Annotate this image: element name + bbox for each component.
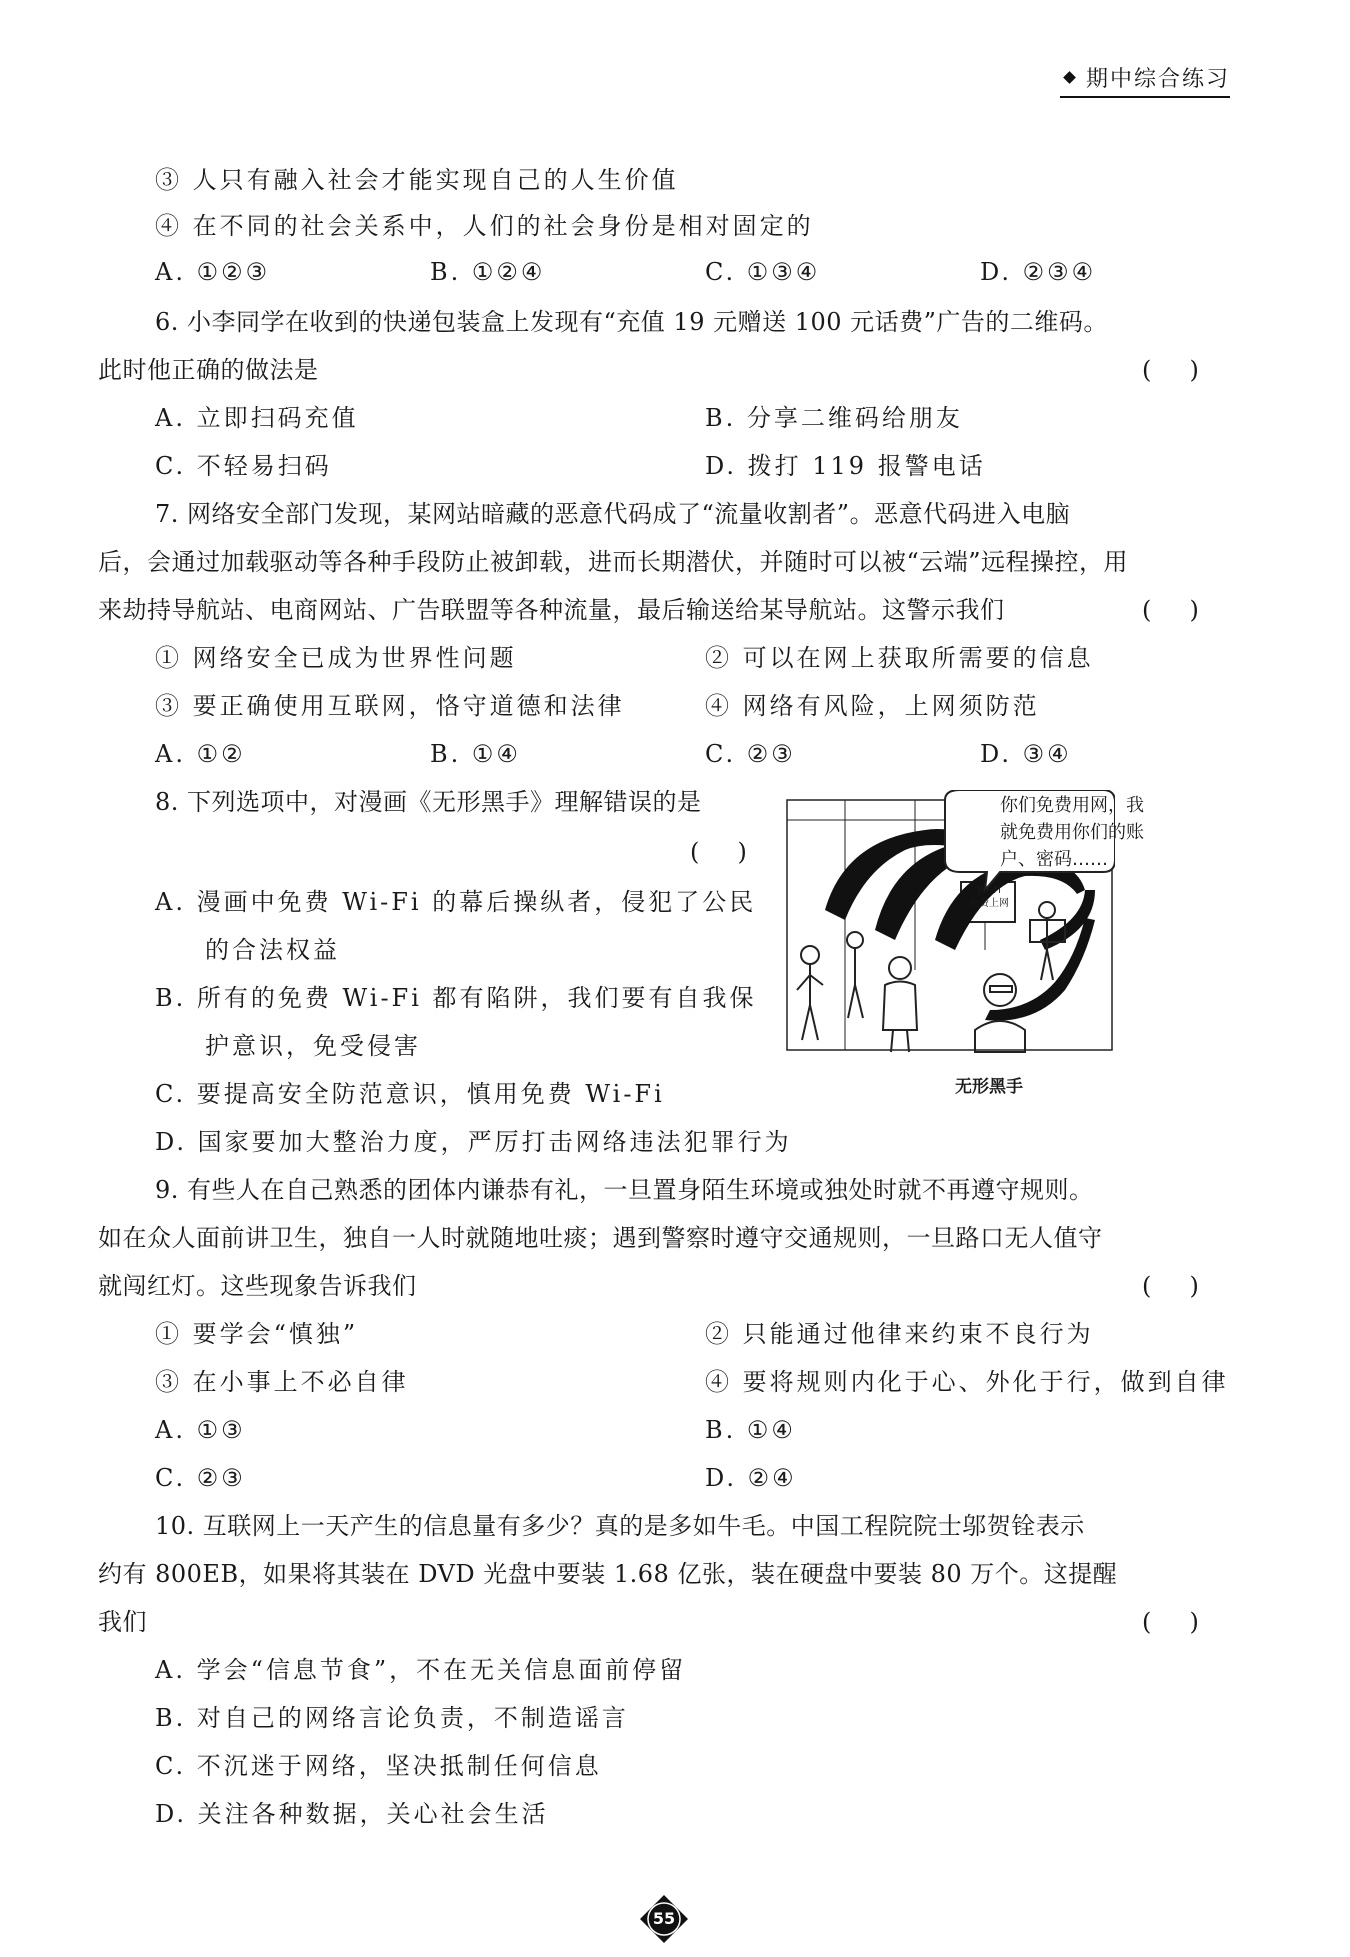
q9-answer-bracket: ( ): [1142, 1272, 1199, 1300]
header-title: 期中综合练习: [1085, 67, 1230, 92]
q6-stem-line-1: 6. 小李同学在收到的快递包装盒上发现有“充值 19 元赠送 100 元话费”广告的二维码。: [155, 308, 1108, 336]
q6-option-d: D. 拨打 119 报警电话: [705, 452, 986, 480]
q7-item-1: ① 网络安全已成为世界性问题: [155, 644, 517, 672]
wifi-sign-line-2: 免费上网: [969, 898, 1009, 909]
q9-option-d: D. ②④: [705, 1464, 797, 1492]
q7-option-d: D. ③④: [980, 740, 1072, 768]
q7-item-3: ③ 要正确使用互联网，恪守道德和法律: [155, 692, 625, 720]
q8-option-b-line-2: 护意识，免受侵害: [205, 1032, 421, 1060]
q9-item-4: ④ 要将规则内化于心、外化于行，做到自律: [705, 1368, 1229, 1396]
q5-item-3: ③ 人只有融入社会才能实现自己的人生价值: [155, 166, 679, 194]
q10-stem-line-3: 我们: [98, 1608, 147, 1636]
q9-item-3: ③ 在小事上不必自律: [155, 1368, 409, 1396]
q8-answer-bracket: ( ): [690, 838, 747, 866]
q9-item-2: ② 只能通过他律来约束不良行为: [705, 1320, 1094, 1348]
q9-option-a: A. ①③: [155, 1416, 246, 1444]
bubble-line-3: 户、密码……: [1000, 849, 1108, 870]
page-number: 55: [652, 1909, 676, 1928]
q9-option-c: C. ②③: [155, 1464, 246, 1492]
header-underline: [1060, 96, 1230, 98]
q7-item-2: ② 可以在网上获取所需要的信息: [705, 644, 1094, 672]
q7-stem-line-3: 来劫持导航站、电商网站、广告联盟等各种流量，最后输送给某导航站。这警示我们: [98, 596, 1005, 624]
q8-stem: 8. 下列选项中，对漫画《无形黑手》理解错误的是: [155, 788, 702, 816]
q7-stem-line-1: 7. 网络安全部门发现，某网站暗藏的恶意代码成了“流量收割者”。恶意代码进入电脑: [155, 500, 1071, 528]
q5-option-b: B. ①②④: [430, 258, 546, 286]
q6-answer-bracket: ( ): [1142, 356, 1199, 384]
q8-option-b-line-1: B. 所有的免费 Wi-Fi 都有陷阱，我们要有自我保: [155, 984, 757, 1012]
q10-option-d: D. 关注各种数据，关心社会生活: [155, 1800, 549, 1828]
bubble-line-2: 就免费用你们的账: [1000, 822, 1144, 843]
q5-option-d: D. ②③④: [980, 258, 1097, 286]
q8-option-a-line-2: 的合法权益: [205, 936, 340, 964]
bubble-line-1: 你们免费用网，我: [1000, 795, 1144, 816]
q10-option-b: B. 对自己的网络言论负责，不制造谣言: [155, 1704, 629, 1732]
q8-option-d: D. 国家要加大整治力度，严厉打击网络违法犯罪行为: [155, 1128, 792, 1156]
q9-option-b: B. ①④: [705, 1416, 796, 1444]
cartoon-wifi-sign: [962, 884, 1016, 910]
q5-item-4: ④ 在不同的社会关系中，人们的社会身份是相对固定的: [155, 212, 814, 240]
q7-option-c: C. ②③: [705, 740, 796, 768]
q10-stem-line-1: 10. 互联网上一天产生的信息量有多少？真的是多如牛毛。中国工程院院士邬贺铨表示: [155, 1512, 1085, 1540]
q7-answer-bracket: ( ): [1142, 596, 1199, 624]
q10-stem-line-2: 约有 800EB，如果将其装在 DVD 光盘中要装 1.68 亿张，装在硬盘中要装 80 万个。这提醒: [98, 1560, 1118, 1588]
q8-option-c: C. 要提高安全防范意识，慎用免费 Wi-Fi: [155, 1080, 665, 1108]
q6-option-b: B. 分享二维码给朋友: [705, 404, 963, 432]
q9-stem-line-3: 就闯红灯。这些现象告诉我们: [98, 1272, 417, 1300]
q7-option-a: A. ①②: [155, 740, 246, 768]
wifi-sign-line-1: Wi-Fi: [977, 885, 1001, 896]
q6-option-c: C. 不轻易扫码: [155, 452, 332, 480]
q5-option-c: C. ①③④: [705, 258, 821, 286]
q7-item-4: ④ 网络有风险，上网须防范: [705, 692, 1040, 720]
q9-stem-line-2: 如在众人面前讲卫生，独自一人时就随地吐痰；遇到警察时遵守交通规则，一旦路口无人值守: [98, 1224, 1103, 1252]
diamond-bullet-icon: [1063, 71, 1076, 84]
q5-option-a: A. ①②③: [155, 258, 271, 286]
q6-stem-line-2: 此时他正确的做法是: [98, 356, 319, 384]
q9-item-1: ① 要学会“慎独”: [155, 1320, 359, 1348]
q8-option-a-line-1: A. 漫画中免费 Wi-Fi 的幕后操纵者，侵犯了公民: [155, 888, 757, 916]
q7-option-b: B. ①④: [430, 740, 521, 768]
cartoon-speech-bubble: [1000, 792, 1200, 873]
q10-option-a: A. 学会“信息节食”，不在无关信息面前停留: [155, 1656, 687, 1684]
q10-option-c: C. 不沉迷于网络，坚决抵制任何信息: [155, 1752, 602, 1780]
q10-answer-bracket: ( ): [1142, 1608, 1199, 1636]
running-header: [1065, 62, 1230, 93]
cartoon-caption: 无形黑手: [955, 1077, 1023, 1097]
q6-option-a: A. 立即扫码充值: [155, 404, 359, 432]
q9-stem-line-1: 9. 有些人在自己熟悉的团体内谦恭有礼，一旦置身陌生环境或独处时就不再遵守规则。: [155, 1176, 1094, 1204]
q7-stem-line-2: 后，会通过加载驱动等各种手段防止被卸载，进而长期潜伏，并随时可以被“云端”远程操控，用: [98, 548, 1129, 576]
